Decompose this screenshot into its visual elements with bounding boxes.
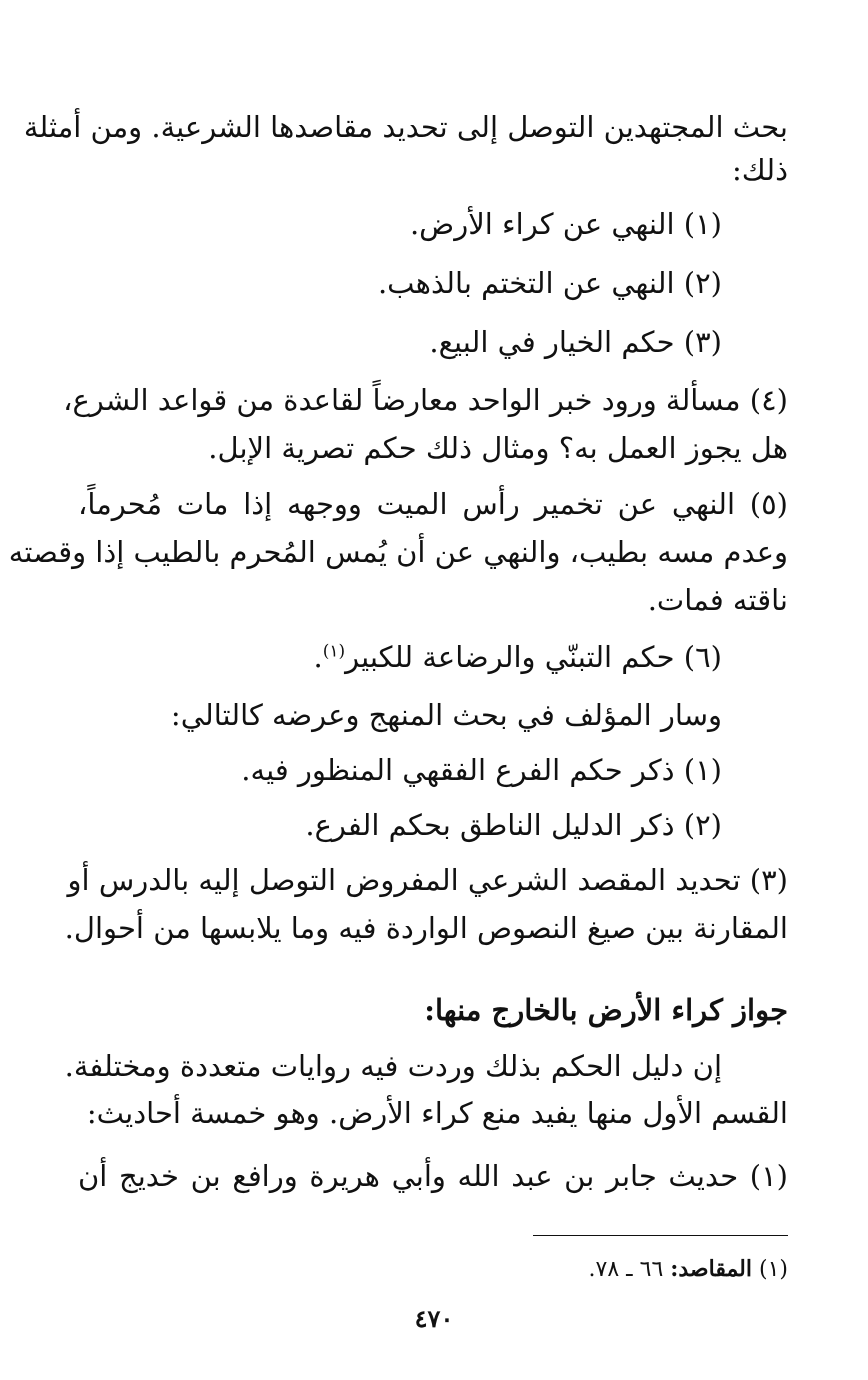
list-item-4: (٤) مسألة ورود خبر الواحد معارضاً لقاعدة من قواعد الشرع، [63,383,788,417]
list-item-1: (١) النهي عن كراء الأرض. [409,207,722,241]
list-item-5-cont-2: ناقته فمات. [647,583,788,617]
list-item-5-cont-1: وعدم مسه بطيب، والنهي عن أن يُمس المُحرم بالطيب إذا وقصته [8,535,788,569]
hadith-item-1: (١) حديث جابر بن عبد الله وأبي هريرة ورافع بن خديج أن [78,1159,788,1193]
page-number: ٤٧٠ [414,1304,454,1333]
section-para-2: القسم الأول منها يفيد منع كراء الأرض. وهو خمسة أحاديث: [86,1096,788,1130]
body-line-1: بحث المجتهدين التوصل إلى تحديد مقاصدها الشرعية. ومن أمثلة [23,110,788,144]
section-para-1: إن دليل الحكم بذلك وردت فيه روايات متعددة ومختلفة. [64,1049,722,1083]
method-step-3-cont: المقارنة بين صيغ النصوص الواردة فيه وما يلابسها من أحوال. [64,911,788,945]
list-item-3: (٣) حكم الخيار في البيع. [429,325,722,359]
method-step-3: (٣) تحديد المقصد الشرعي المفروض التوصل إليه بالدرس أو [67,863,788,897]
list-item-6-text: (٦) حكم التبنّي والرضاعة للكبير [345,640,722,674]
list-item-4-cont: هل يجوز العمل به؟ ومثال ذلك حكم تصرية الإبل. [208,431,788,465]
section-heading: جواز كراء الأرض بالخارج منها: [424,993,788,1027]
list-item-5: (٥) النهي عن تخمير رأس الميت ووجهه إذا مات مُحرماً، [78,487,788,521]
footnote-reference: (١) [322,641,346,662]
footnote [78,1252,788,1287]
method-step-2: (٢) ذكر الدليل الناطق بحكم الفرع. [305,808,722,842]
list-item-6-end: . [313,640,323,674]
footnote-source: المقاصد: [670,1256,752,1282]
body-line-2: ذلك: [732,153,788,187]
footnote-pages: ٦٦ ـ ٧٨. [588,1257,664,1282]
method-intro: وسار المؤلف في بحث المنهج وعرضه كالتالي: [170,698,722,732]
footnote-divider [533,1235,788,1236]
method-step-1: (١) ذكر حكم الفرع الفقهي المنظور فيه. [241,753,722,787]
list-item-6 [78,637,722,677]
footnote-marker: (١) [758,1257,788,1282]
list-item-2: (٢) النهي عن التختم بالذهب. [377,266,722,300]
